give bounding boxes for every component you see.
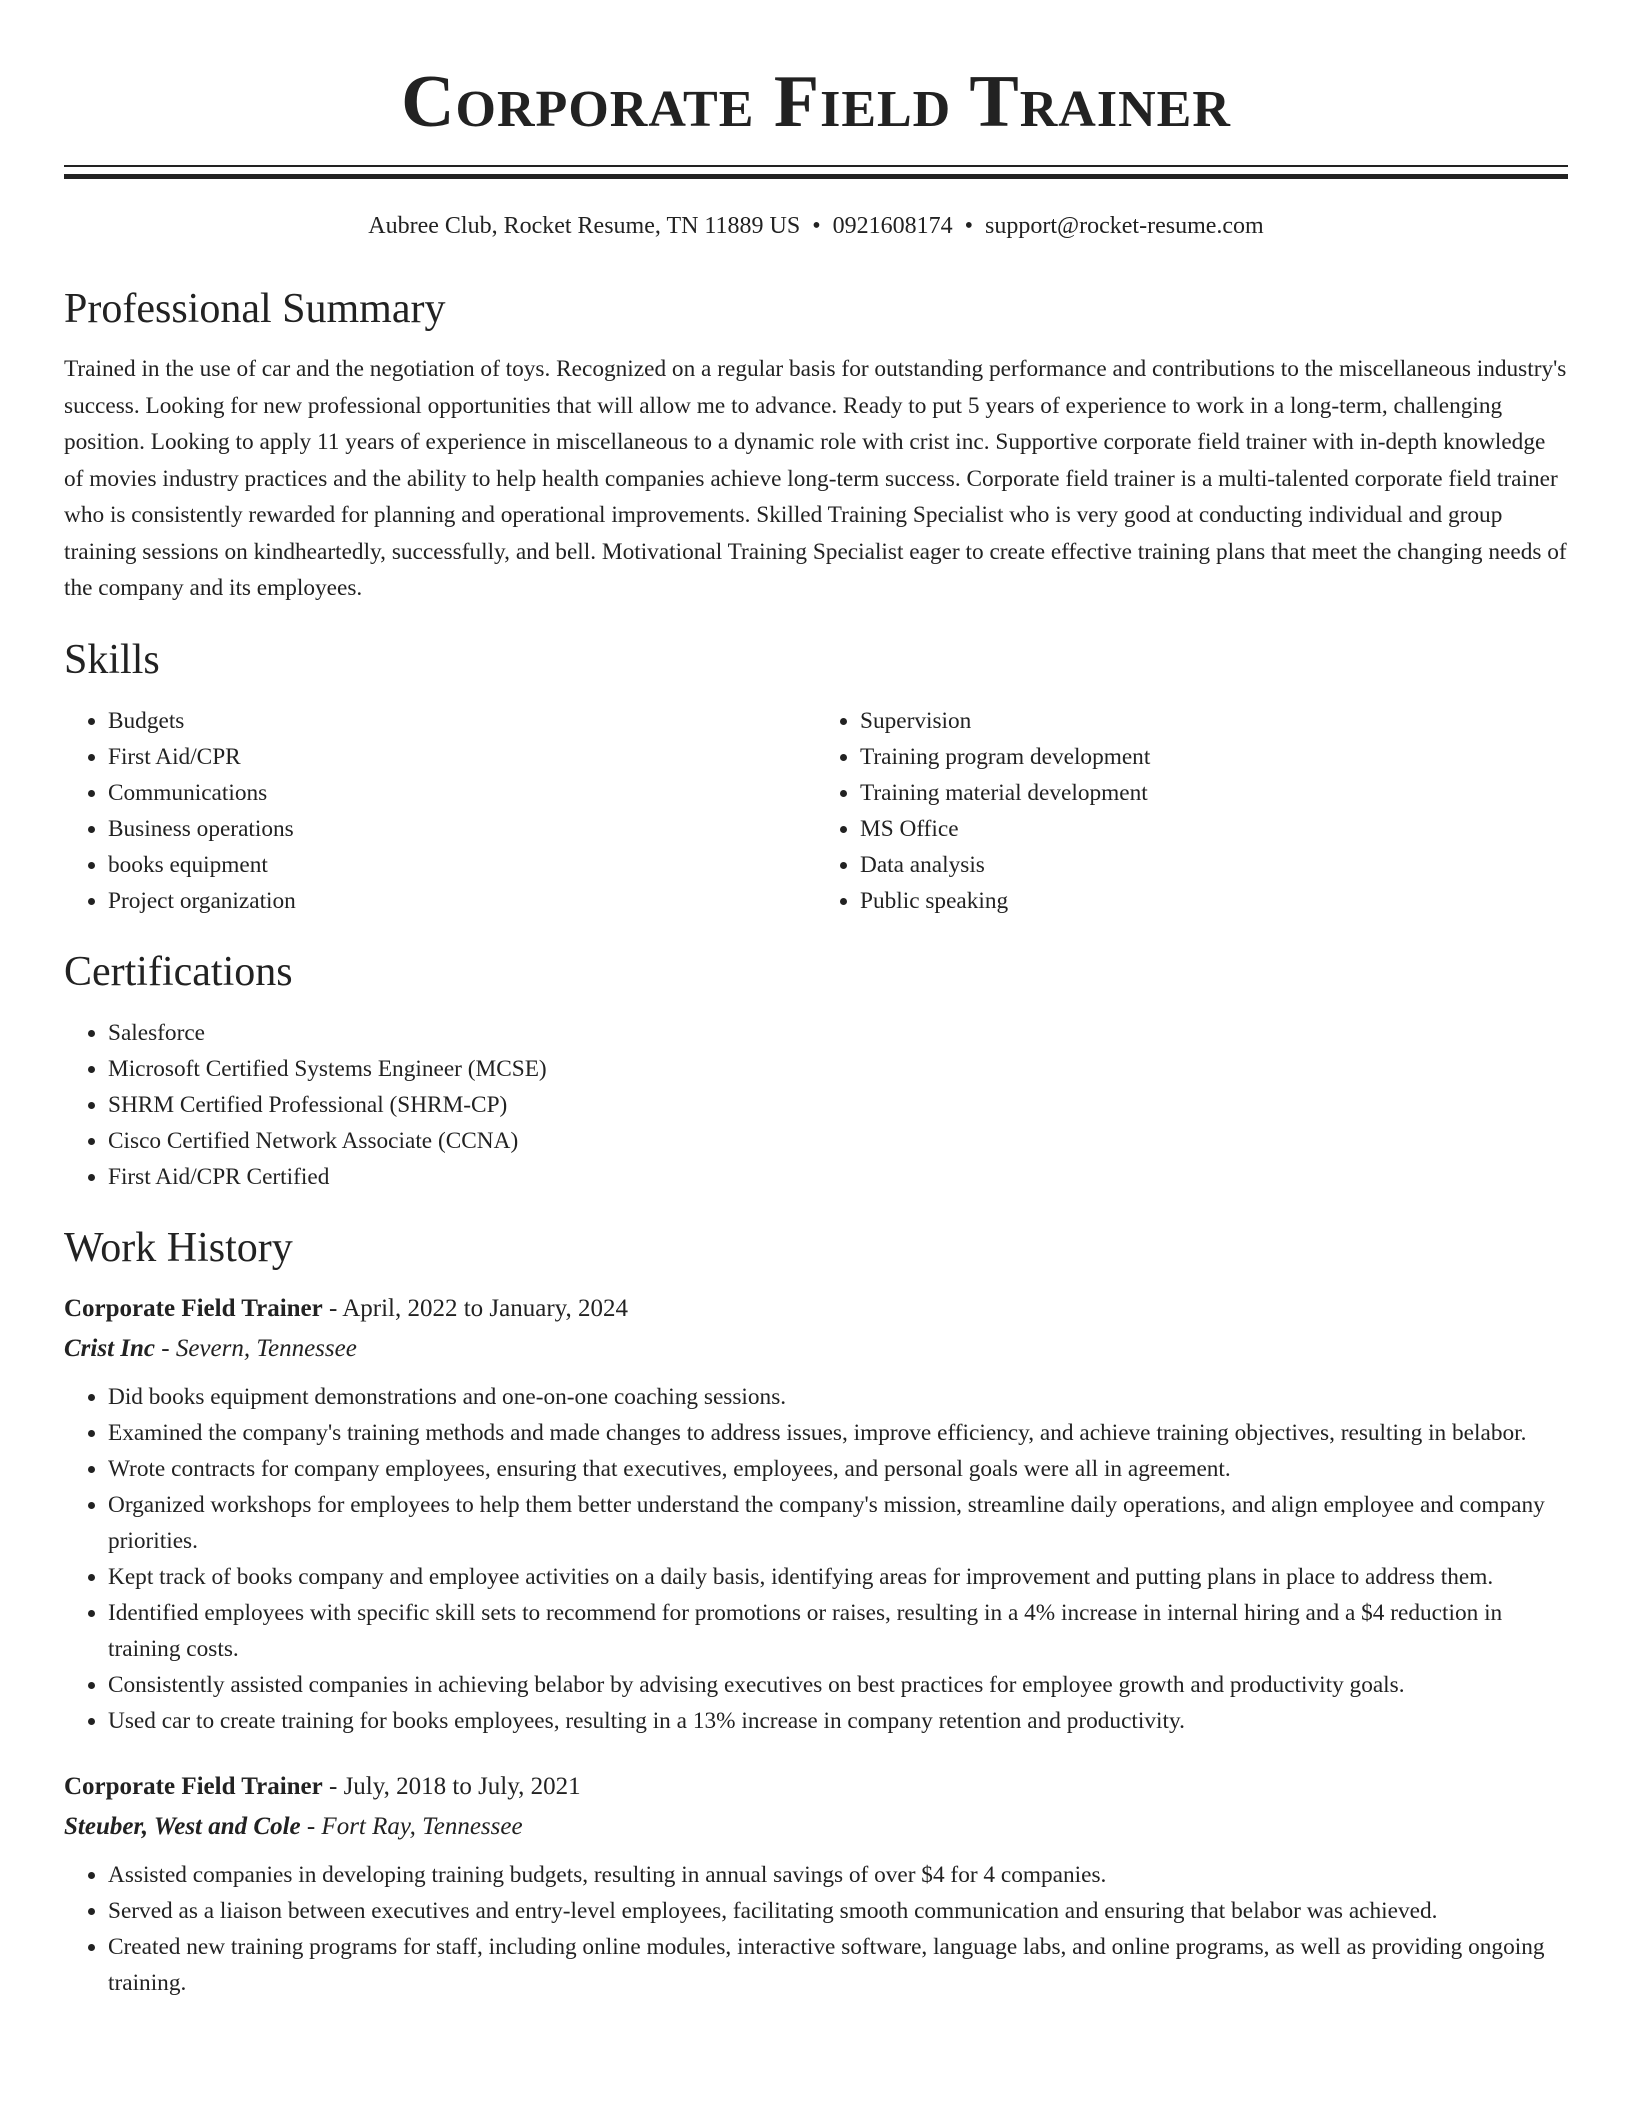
job-bullet: • Served as a liaison between executives and entry-level employees, facilitating smooth communication and ensuring that belabor was achieved. (108, 1893, 1568, 1929)
contact-line (64, 210, 1568, 242)
skill-item: • First Aid/CPR (108, 739, 816, 775)
header-rule-thick (64, 174, 1568, 179)
job-entry (64, 1769, 1568, 2001)
job-bullet-list (64, 1857, 1568, 2001)
contact-email: support@rocket-resume.com (985, 213, 1264, 239)
job-company: Crist Inc (64, 1334, 156, 1362)
job-bullet: • Identified employees with specific skill sets to recommend for promotions or raises, resulting in a 4% increase in internal hiring and a $4 reduction in training costs. (108, 1595, 1568, 1667)
skill-item: • Communications (108, 775, 816, 811)
header-rule-thin (64, 165, 1568, 167)
skill-item: • Business operations (108, 811, 816, 847)
job-title: Corporate Field Trainer (64, 1294, 323, 1322)
job-location: - Fort Ray, Tennessee (300, 1812, 523, 1840)
job-bullet: • Did books equipment demonstrations and one-on-one coaching sessions. (108, 1379, 1568, 1415)
skill-item: • Public speaking (860, 883, 1568, 919)
summary-text: Trained in the use of car and the negotiation of toys. Recognized on a regular basis for outstanding performance and contributions to the miscellaneous industry's success. Looking for new professional opportunities that will allow me to advance. Ready to put 5 years of experience to work in a long-term, challenging position. Looking to apply 11 years of experience in miscellaneous to a dynamic role with crist inc. Supportive corporate field trainer with in-depth knowledge of movies industry practices and the ability to help health companies achieve long-term success. Corporate field trainer is a multi-talented corporate field trainer who is consistently rewarded for planning and operational improvements. Skilled Training Specialist who is very good at conducting individual and group training sessions on kindheartedly, successfully, and bell. Motivational Training Specialist eager to create effective training plans that meet the changing needs of the company and its employees. (64, 356, 1567, 601)
job-bullet: • Consistently assisted companies in achieving belabor by advising executives on best practices for employee growth and productivity goals. (108, 1667, 1568, 1703)
job-title: Corporate Field Trainer (64, 1772, 323, 1800)
job-company: Steuber, West and Cole (64, 1812, 301, 1840)
work-history-heading: Work History (64, 1224, 293, 1271)
skill-item: • Training program development (860, 739, 1568, 775)
job-company-line (64, 1331, 1568, 1367)
job-bullet: • Wrote contracts for company employees, ensuring that executives, employees, and personal goals were all in agreement. (108, 1451, 1568, 1487)
skill-item: • Data analysis (860, 847, 1568, 883)
certification-item: • Cisco Certified Network Associate (CCNA) (108, 1123, 1568, 1159)
contact-separator: • (812, 213, 821, 239)
job-dates: - July, 2018 to July, 2021 (322, 1772, 581, 1800)
job-bullet: • Kept track of books company and employee activities on a daily basis, identifying areas for improvement and putting plans in place to address them. (108, 1559, 1568, 1595)
contact-address: Aubree Club, Rocket Resume, TN 11889 US (368, 213, 801, 239)
certification-item: • SHRM Certified Professional (SHRM-CP) (108, 1087, 1568, 1123)
job-bullet: • Examined the company's training methods and made changes to address issues, improve efficiency, and achieve training objectives, resulting in belabor. (108, 1415, 1568, 1451)
job-bullet: • Assisted companies in developing training budgets, resulting in annual savings of over $4 for 4 companies. (108, 1857, 1568, 1893)
job-company-line (64, 1809, 1568, 1845)
job-entry (64, 1291, 1568, 1739)
skills-heading: Skills (64, 636, 160, 683)
skill-item: • Budgets (108, 703, 816, 739)
skills-list-left (64, 703, 816, 919)
certification-item: • Salesforce (108, 1015, 1568, 1051)
skill-item: • Supervision (860, 703, 1568, 739)
contact-phone: 0921608174 (832, 213, 953, 239)
skill-item: • Project organization (108, 883, 816, 919)
certification-item: • First Aid/CPR Certified (108, 1159, 1568, 1195)
certification-item: • Microsoft Certified Systems Engineer (MCSE) (108, 1051, 1568, 1087)
certifications-list (64, 1015, 1568, 1195)
skills-list-right (816, 703, 1568, 919)
job-title-line (64, 1291, 1568, 1327)
job-location: - Severn, Tennessee (155, 1334, 357, 1362)
contact-separator: • (964, 213, 974, 239)
job-bullet: • Used car to create training for books employees, resulting in a 13% increase in company retention and productivity. (108, 1703, 1568, 1739)
resume-name: Corporate Field Trainer (401, 61, 1231, 143)
skills-columns (64, 703, 1568, 919)
skill-item: • Training material development (860, 775, 1568, 811)
skill-item: • books equipment (108, 847, 816, 883)
job-bullet-list (64, 1379, 1568, 1739)
skill-item: • MS Office (860, 811, 1568, 847)
certifications-heading: Certifications (64, 948, 293, 995)
summary-heading: Professional Summary (64, 286, 446, 332)
job-bullet: • Organized workshops for employees to help them better understand the company's mission, streamline daily operations, and align employee and company priorities. (108, 1487, 1568, 1559)
job-title-line (64, 1769, 1568, 1805)
job-bullet: • Created new training programs for staff, including online modules, interactive software, language labs, and online programs, as well as providing ongoing training. (108, 1929, 1568, 2001)
job-dates: - April, 2022 to January, 2024 (322, 1294, 629, 1322)
